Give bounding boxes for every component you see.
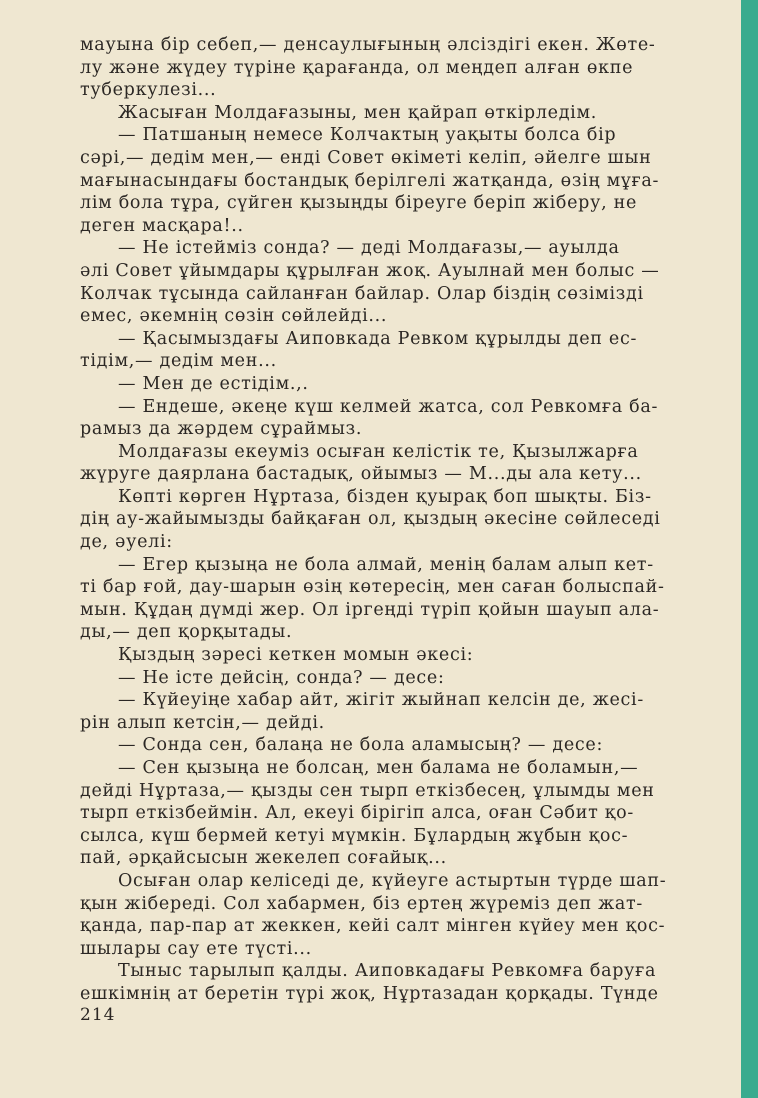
page-number: 214 (80, 1005, 116, 1025)
page-edge-background (741, 0, 758, 1098)
text-line: жүруге даярлана бастадық, ойымыз — М...ды ала кету... (80, 464, 642, 485)
text-line: — Не істе дейсің, сонда? — десе: (118, 667, 445, 688)
text-line: емес, әкемнің сөзін сөйлейді... (80, 306, 388, 327)
text-line: тырп еткізбеймін. Ал, екеуі бірігіп алса, оған Сәбит қо- (80, 803, 634, 824)
text-line: — Мен де естідім.,. (118, 373, 309, 394)
text-line: Жасыған Молдағазыны, мен қайрап өткірледім. (118, 102, 598, 123)
text-line: сәрі,— дедім мен,— енді Совет өкіметі келіп, әйелге шын (80, 147, 652, 168)
text-line: пай, әрқайсысын жекелеп соғайық... (80, 848, 447, 869)
text-line: мағынасындағы бостандық берілгелі жатқанда, өзің мұға- (80, 170, 660, 191)
text-line: мауына бір себеп,— денсаулығының әлсіздігі екен. Жөте- (80, 35, 656, 55)
text-line: Көпті көрген Нұртаза, бізден қуырақ боп шықты. Біз- (118, 486, 652, 507)
text-line: Тыныс тарылып қалды. Аиповкадағы Ревкомға баруға (118, 961, 657, 982)
text-line: деген масқара!.. (80, 215, 244, 236)
text-line: Қыздың зәресі кеткен момын әкесі: (118, 645, 474, 666)
text-line: лім бола тұра, сүйген қызыңды біреуге беріп жіберу, не (80, 193, 638, 214)
text-line: ешкімнің ат беретін түрі жоқ, Нұртазадан қорқады. Түнде (80, 983, 659, 1004)
text-line: шылары сау ете түсті... (80, 938, 312, 959)
text-line: — Егер қызыңа не бола алмай, менің балам алып кет- (118, 554, 654, 575)
text-line: мын. Құдаң дүмді жер. Ол іргеңді түріп қойын шауып ала- (80, 599, 660, 620)
text-line: әлі Совет ұйымдары құрылған жоқ. Ауылнай мен болыс — (80, 260, 660, 281)
text-line: Колчак тұсында сайланған байлар. Олар біздің сөзімізді (80, 283, 644, 304)
text-line: Молдағазы екеуміз осыған келістік те, Қызылжарға (118, 441, 639, 462)
page-text (80, 34, 694, 1006)
text-line: туберкулезі... (80, 80, 217, 101)
text-line: — Не істейміз сонда? — деді Молдағазы,— ауылда (118, 238, 620, 259)
text-line: — Сонда сен, балаңа не бола аламысың? — десе: (118, 735, 604, 756)
text-line: — Қасымыздағы Аиповкада Ревком құрылды деп ес- (118, 328, 638, 349)
text-line: дің ау-жайымызды байқаған ол, қыздың әкесіне сөйлеседі (80, 509, 661, 530)
text-line: — Күйеуіңе хабар айт, жігіт жыйнап келсін де, жесі- (118, 690, 644, 711)
text-line: дейді Нұртаза,— қызды сен тырп еткізбесең, ұлымды мен (80, 780, 655, 801)
text-line: ті бар ғой, дау-шарын өзің көтересің, мен саған болыспай- (80, 577, 665, 598)
text-line: — Ендеше, әкеңе күш келмей жатса, сол Ревкомға ба- (118, 396, 659, 417)
text-line: Осыған олар келіседі де, күйеуге астыртын түрде шап- (118, 870, 667, 891)
text-line: — Сен қызыңа не болсаң, мен балама не боламын,— (118, 758, 639, 778)
text-line: — Патшаның немесе Колчактың уақыты болса бір (118, 125, 617, 146)
text-line: тідім,— дедім мен... (80, 351, 277, 372)
text-line: рін алып кетсін,— дейді. (80, 712, 325, 733)
text-line: сылса, күш бермей кетуі мүмкін. Бұлардың жұбын қос- (80, 825, 629, 846)
text-line: рамыз да жәрдем сұраймыз. (80, 419, 363, 440)
text-line: де, әуелі: (80, 532, 173, 553)
text-line: ды,— деп қорқытады. (80, 622, 293, 643)
text-line: қанда, пар-пар ат жеккен, кейі салт мінген күйеу мен қос- (80, 916, 666, 937)
text-line: қын жібереді. Сол хабармен, біз ертең жүреміз деп жат- (80, 893, 644, 914)
text-line: лу және жүдеу түріне қарағанда, ол меңдеп алған өкпе (80, 57, 634, 78)
